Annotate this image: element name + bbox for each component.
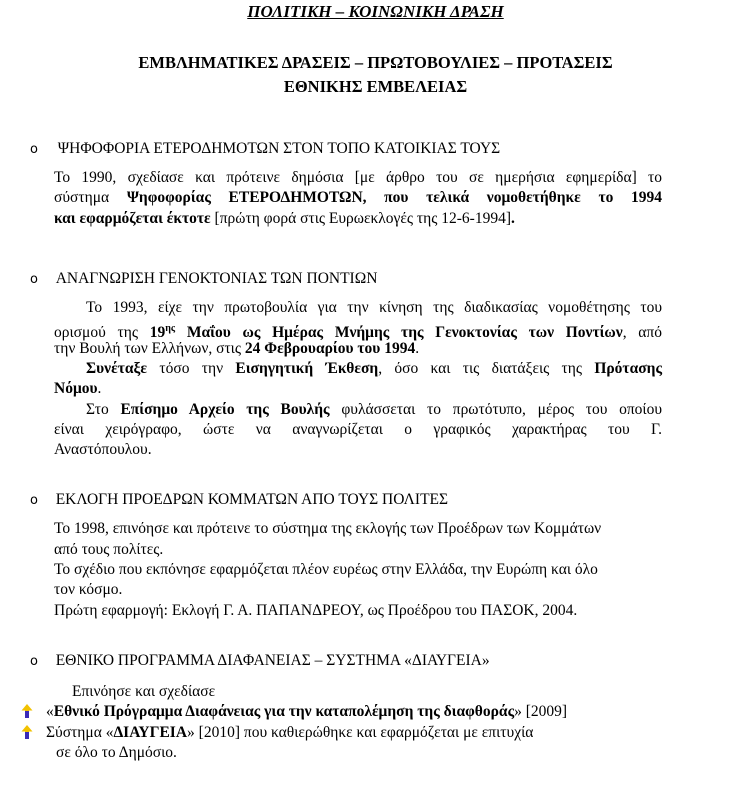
section3-line4: τον κόσμο. bbox=[54, 581, 123, 598]
arrow-bullet-icon bbox=[20, 724, 34, 740]
section4-item1: «Εθνικό Πρόγραμμα Διαφάνειας για την καταπολέμηση της διαφθοράς» [2009] bbox=[20, 702, 567, 722]
section3-line5: Πρώτη εφαρμογή: Εκλογή Γ. Α. ΠΑΠΑΝΔΡΕΟΥ, ως Προέδρου του ΠΑΣΟΚ, 2004. bbox=[54, 602, 578, 619]
section3-line3: Το σχέδιο που εκπόνησε εφαρμόζεται πλέον ευρέως στην Ελλάδα, την Ευρώπη και όλο bbox=[54, 561, 598, 578]
section3-line1: Το 1998, επινόησε και πρότεινε το σύστημα της εκλογής των Προέδρων των Κομμάτων bbox=[54, 520, 602, 537]
section4-intro: Επινόησε και σχεδίασε bbox=[72, 683, 216, 700]
main-heading-line2: ΕΘΝΙΚΗΣ ΕΜΒΕΛΕΙΑΣ bbox=[283, 77, 468, 96]
section2-heading-text: ΑΝΑΓΝΩΡΙΣΗ ΓΕΝΟΚΤΟΝΙΑΣ ΤΩΝ ΠΟΝΤΙΩΝ bbox=[55, 270, 378, 287]
section2-line3: την Βουλή των Ελλήνων, στις 24 Φεβρουαρίου του 1994. bbox=[54, 340, 420, 357]
section1-heading bbox=[30, 139, 500, 160]
section1-heading-text: ΨΗΦΟΦΟΡΙΑ ΕΤΕΡΟΔΗΜΟΤΩΝ ΣΤΟΝ ΤΟΠΟ ΚΑΤΟΙΚΙΑΣ ΤΟΥΣ bbox=[57, 140, 501, 157]
section3-line2: από τους πολίτες. bbox=[54, 541, 164, 558]
arrow-bullet-icon bbox=[20, 703, 34, 719]
section4-item2: Σύστημα «ΔΙΑΥΓΕΙΑ» [2010] που καθιερώθηκε και εφαρμόζεται με επιτυχία bbox=[20, 723, 533, 743]
section4-heading-text: ΕΘΝΙΚΟ ΠΡΟΓΡΑΜΜΑ ΔΙΑΦΑΝΕΙΑΣ – ΣΥΣΤΗΜΑ «ΔΙΑΥΓΕΙΑ» bbox=[55, 652, 490, 669]
circle-bullet-icon: o bbox=[30, 493, 38, 508]
main-heading-line1: ΕΜΒΛΗΜΑΤΙΚΕΣ ΔΡΑΣΕΙΣ – ΠΡΩΤΟΒΟΥΛΙΕΣ – ΠΡΟΤΑΣΕΙΣ bbox=[138, 53, 613, 72]
section2-heading bbox=[30, 269, 377, 290]
section3-heading bbox=[30, 490, 448, 511]
circle-bullet-icon: o bbox=[30, 142, 38, 157]
section2-line4: Συνέταξε τόσο την Εισηγητική Έκθεση, όσο και τις διατάξεις της Πρότασης bbox=[86, 360, 662, 377]
section1-line1: Το 1990, σχεδίασε και πρότεινε δημόσια [με άρθρο του σε ημερήσια εφημερίδα] το bbox=[54, 169, 662, 186]
page-title: ΠΟΛΙΤΙΚΗ – ΚΟΙΝΩΝΙΚΗ ΔΡΑΣΗ bbox=[247, 2, 504, 21]
section2-line1: Το 1993, είχε την πρωτοβουλία για την κίνηση της διαδικασίας νομοθέτησης του bbox=[86, 299, 662, 316]
section4-item2-continuation: σε όλο το Δημόσιο. bbox=[56, 744, 177, 761]
section1-line2: σύστημα Ψηφοφορίας ΕΤΕΡΟΔΗΜΟΤΩΝ, που τελικά νομοθετήθηκε το 1994 bbox=[54, 189, 663, 206]
section2-line2: ορισμού της $19^{\eta\varsigma}$ Μαΐου ως Ημέρας Μνήμης της Γενοκτονίας των Ποντίων, από bbox=[54, 323, 663, 342]
section3-heading-text: ΕΚΛΟΓΗ ΠΡΟΕΔΡΩΝ ΚΟΜΜΑΤΩΝ ΑΠΟ ΤΟΥΣ ΠΟΛΙΤΕΣ bbox=[55, 491, 449, 508]
circle-bullet-icon: o bbox=[30, 654, 38, 669]
section2-line6: Στο Επίσημο Αρχείο της Βουλής φυλάσσεται το πρωτότυπο, μέρος του οποίου bbox=[86, 401, 663, 418]
section4-heading bbox=[30, 651, 490, 672]
section2-line8: Αναστόπουλου. bbox=[54, 441, 152, 458]
section1-line3: και εφαρμόζεται έκτοτε [πρώτη φορά στις Ευρωεκλογές της 12-6-1994]. bbox=[54, 210, 515, 227]
circle-bullet-icon: o bbox=[30, 272, 38, 287]
section2-line5: Νόμου. bbox=[54, 380, 102, 397]
section2-line7: είναι χειρόγραφο, ώστε να αναγνωρίζεται ο γραφικός χαρακτήρας του Γ. bbox=[54, 421, 662, 438]
